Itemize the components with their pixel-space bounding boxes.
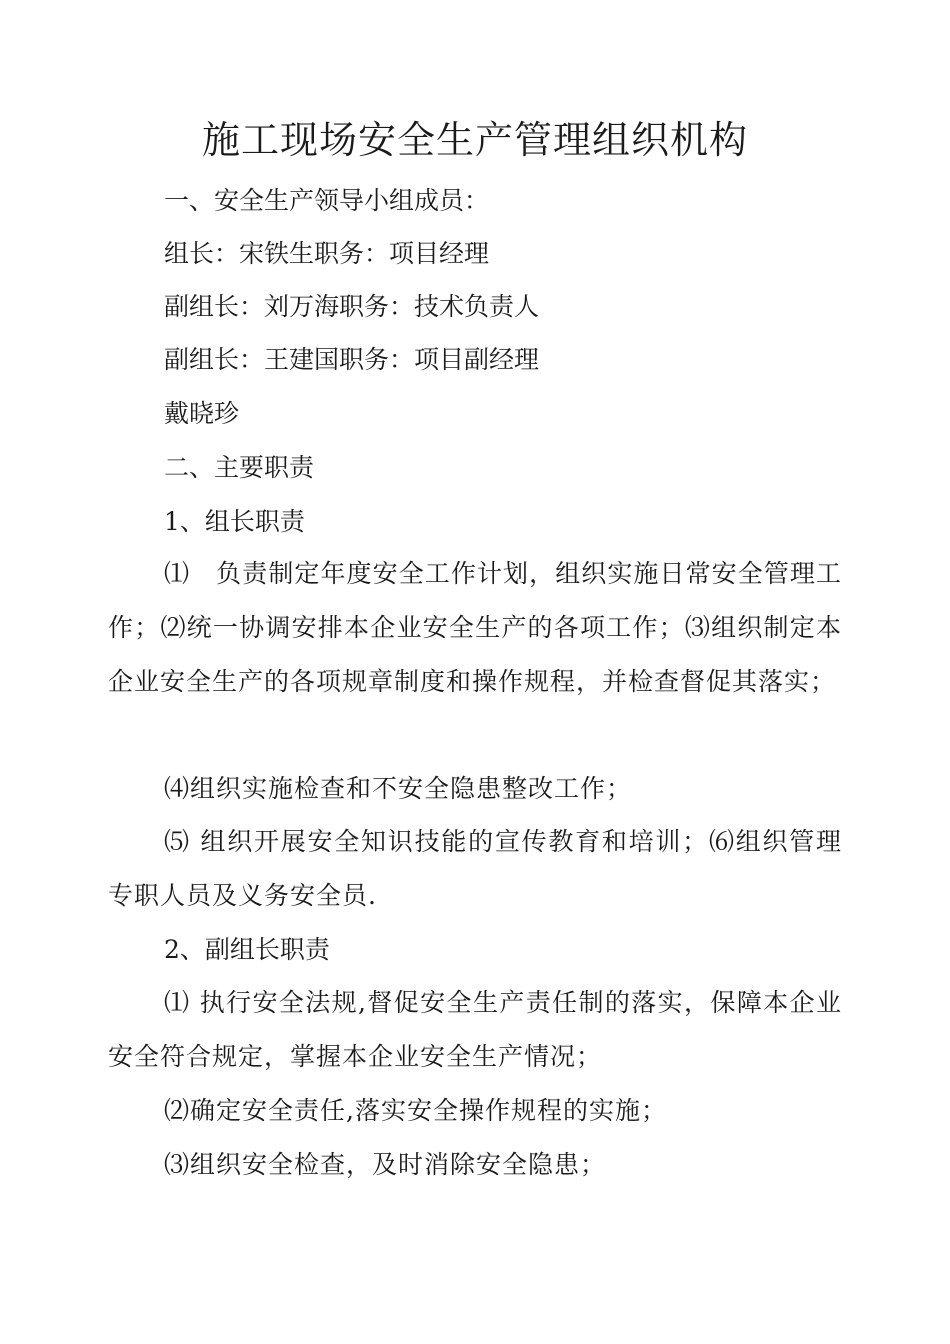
duty-paragraph: ⑶组织安全检查，及时消除安全隐患； xyxy=(164,1150,607,1179)
duty-paragraph: ⑸ 组织开展安全知识技能的宣传教育和培训；⑹组织管理专职人员及义务安全员. xyxy=(108,827,842,910)
duty-paragraph: ⑵确定安全责任,落实安全操作规程的实施； xyxy=(164,1096,667,1125)
subsection-heading-deputy: 2、副组长职责 xyxy=(164,935,330,964)
section-heading-members: 一、安全生产领导小组成员： xyxy=(164,186,490,215)
duty-paragraph: ⑴ 执行安全法规,督促安全生产责任制的落实，保障本企业 安全符合规定，掌握本企业安全生产情况； xyxy=(108,988,869,1071)
member-line: 戴晓珍 xyxy=(164,399,240,428)
subsection-heading-leader: 1、组长职责 xyxy=(164,507,305,536)
document-title: 施工现场安全生产管理组织机构 xyxy=(201,118,748,162)
section-heading-duties: 二、主要职责 xyxy=(164,453,315,482)
member-line: 副组长：刘万海职务：技术负责人 xyxy=(164,292,540,321)
member-line: 组长：宋铁生职务：项目经理 xyxy=(164,239,490,268)
member-line: 副组长：王建国职务：项目副经理 xyxy=(164,345,540,374)
duty-paragraph: ⑷组织实施检查和不安全隐患整改工作； xyxy=(164,774,633,803)
duty-paragraph: ⑴ 负责制定年度安全工作计划，组织实施日常安全管理工 作；⑵统一协调安排本企业安全生产的各项工作；⑶组织制定本 企业安全生产的各项规章制度和操作规程，并检查督促其落实； xyxy=(108,559,869,696)
